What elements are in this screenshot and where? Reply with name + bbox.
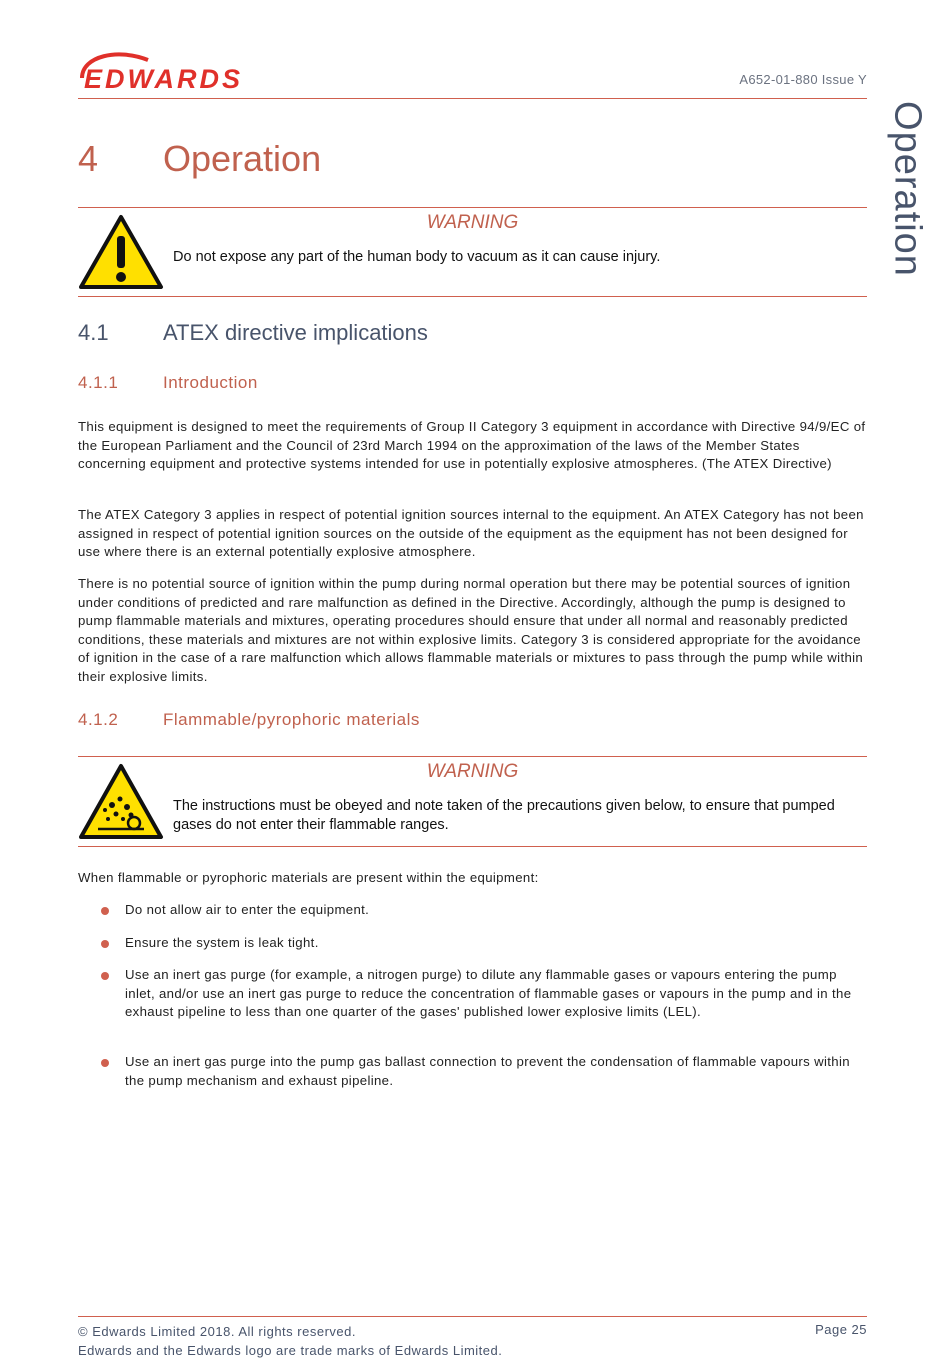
header-divider [78, 98, 867, 99]
warning-title: WARNING [426, 212, 519, 233]
warning-bottom-rule [78, 296, 867, 297]
flammable-hazard-icon [78, 763, 164, 841]
chapter-number: 4 [78, 138, 99, 179]
page-number: Page 25 [815, 1322, 867, 1337]
paragraph: This equipment is designed to meet the requirements of Group II Category 3 equipment in accordance with Directive 94/9/EC of the European Parliament and the Council of 23rd March 1994 on the approximation of the laws of the Member States concerning equipment and protective systems intended for use in potentially explosive atmospheres. (The ATEX Directive) [78, 419, 866, 472]
section-number: 4.1 [78, 320, 109, 345]
paragraph: The ATEX Category 3 applies in respect of potential ignition sources internal to the equipment. An ATEX Category has not been assigned in respect of potential ignition sources on the outside of the equipment as the equipment has not been designed for use where there is an external potentially explosive atmosphere. [78, 507, 864, 560]
edwards-logo [78, 48, 300, 94]
chapter-title: Operation [163, 138, 322, 179]
warning-text: Do not expose any part of the human body to vacuum as it can cause injury. [173, 249, 661, 265]
bullet-marker [101, 940, 109, 948]
subsection-title: Flammable/pyrophoric materials [163, 710, 420, 729]
section-title: ATEX directive implications [163, 320, 428, 345]
warning-title: WARNING [426, 761, 519, 782]
list-item: Ensure the system is leak tight. [125, 935, 319, 950]
document-reference: A652-01-880 Issue Y [739, 72, 867, 87]
warning-text: The instructions must be obeyed and note taken of the precautions given below, to ensure that pumped gases do not enter their flammable ranges. [173, 798, 835, 833]
bullet-marker [101, 972, 109, 980]
side-tab-label: Operation [886, 101, 929, 277]
subsection-number: 4.1.2 [78, 710, 119, 729]
warning-top-rule [78, 207, 867, 208]
bullet-marker [101, 1059, 109, 1067]
bullet-marker [101, 907, 109, 915]
warning-triangle-icon [78, 214, 164, 290]
list-item: Do not allow air to enter the equipment. [125, 902, 370, 917]
subsection-number: 4.1.1 [78, 373, 119, 392]
footer-copyright: © Edwards Limited 2018. All rights reserved. [78, 1324, 356, 1339]
paragraph: There is no potential source of ignition within the pump during normal operation but there may be potential sources of ignition under conditions of predicted and rare malfunction as defined in the Directive. Accordingly, although the pump is designed to pump flammable materials and mixtures, operating procedures should ensure that under all normal and reasonably predicted conditions, these materials and mixtures are not within explosive limits. Category 3 is considered appropriate for the avoidance of ignition in the case of a rare malfunction which allows flammable materials or mixtures to pass through the pump while within their explosive limits. [78, 576, 864, 684]
footer-trademark: Edwards and the Edwards logo are trade marks of Edwards Limited. [78, 1343, 503, 1358]
list-item: Use an inert gas purge (for example, a nitrogen purge) to dilute any flammable gases or vapours entering the pump inlet, and/or use an inert gas purge to reduce the concentration of flammable gases or vapours in the pump and in the exhaust pipeline to less than one quarter of the gases' published lower explosive limits (LEL). [125, 967, 852, 1020]
list-item: Use an inert gas purge into the pump gas ballast connection to prevent the condensation of flammable vapours within the pump mechanism and exhaust pipeline. [125, 1054, 850, 1088]
footer-divider [78, 1316, 867, 1317]
list-intro: When flammable or pyrophoric materials are present within the equipment: [78, 870, 539, 885]
logo-text: EDWARDS [84, 64, 244, 94]
warning-top-rule [78, 756, 867, 757]
side-tab [884, 96, 930, 282]
warning-bottom-rule [78, 846, 867, 847]
subsection-title: Introduction [163, 373, 258, 392]
